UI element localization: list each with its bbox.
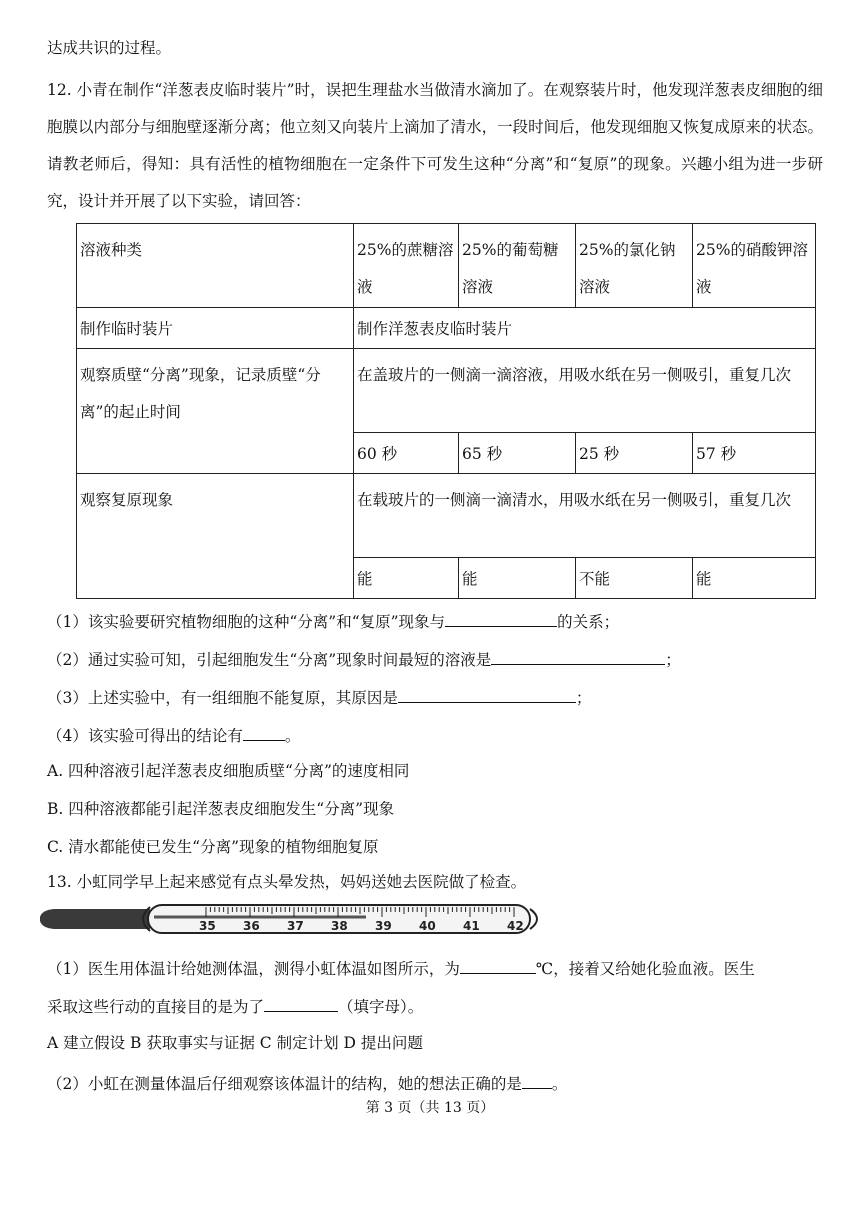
q13-sub1-mid: ℃，接着又给她化验血液。医生: [535, 960, 755, 978]
q12-sub2-tail: ；: [665, 651, 681, 669]
table-row: [77, 308, 816, 349]
q13-sub1-cont: 采取这些行动的直接目的是为了: [47, 998, 265, 1016]
time-cell: 25 秒: [576, 433, 693, 474]
q12-sub2: [47, 647, 681, 670]
carryover-line: 达成共识的过程。: [47, 39, 172, 57]
row-method-cell: 在载玻片的一侧滴一滴清水，用吸水纸在另一侧吸引，重复几次: [354, 474, 816, 558]
solution-cell: 25%的氯化钠溶液: [576, 224, 693, 308]
experiment-table: [76, 223, 816, 599]
time-cell: 65 秒: [459, 433, 576, 474]
scale-label: 40: [419, 919, 436, 933]
option-a: A. 四种溶液引起洋葱表皮细胞质壁“分离”的速度相同: [47, 762, 410, 780]
time-cell: 57 秒: [693, 433, 816, 474]
q13-sub1-text: （1）医生用体温计给她测体温，测得小虹体温如图所示，为: [47, 960, 460, 978]
q13-sub2-text: （2）小虹在测量体温后仔细观察该体温计的结构，她的想法正确的是: [47, 1075, 522, 1093]
q12-sub4-tail: 。: [284, 727, 301, 745]
recover-cell: 能: [459, 558, 576, 599]
answer-blank[interactable]: [445, 609, 557, 627]
answer-blank[interactable]: [264, 994, 338, 1012]
answer-blank[interactable]: [243, 723, 285, 741]
answer-blank[interactable]: [491, 647, 665, 665]
thermometer-image: [30, 895, 550, 947]
scale-label: 36: [243, 919, 260, 933]
scale-label: 35: [199, 919, 216, 933]
q13-sub1-tail: （填字母）。: [338, 998, 424, 1016]
recover-cell: 不能: [576, 558, 693, 599]
q13-sub2: [47, 1071, 567, 1094]
solution-cell: 25%的硝酸钾溶液: [693, 224, 816, 308]
q12-sub4: [47, 723, 300, 746]
time-cell: 60 秒: [354, 433, 459, 474]
scale-label: 39: [375, 919, 392, 933]
q12-sub2-text: （2）通过实验可知，引起细胞发生“分离”现象时间最短的溶液是: [47, 651, 492, 669]
answer-blank[interactable]: [522, 1071, 552, 1089]
scale-label: 41: [463, 919, 480, 933]
page-footer: 第 3 页（共 13 页）: [365, 1100, 495, 1116]
thermometer-bulb: [40, 909, 150, 929]
recover-cell: 能: [693, 558, 816, 599]
row-label-cell: 制作临时装片: [77, 308, 354, 349]
q13-options: A 建立假设 B 获取事实与证据 C 制定计划 D 提出问题: [47, 1034, 423, 1052]
q12-sub1: [47, 609, 619, 632]
option-c: C. 清水都能使已发生“分离”现象的植物细胞复原: [47, 838, 379, 856]
solution-cell: 25%的葡萄糖溶液: [459, 224, 576, 308]
row-value-cell: 制作洋葱表皮临时装片: [354, 308, 816, 349]
header-label-cell: 溶液种类: [77, 224, 354, 308]
solution-cell: 25%的蔗糖溶液: [354, 224, 459, 308]
q12-sub1-tail: 的关系；: [557, 613, 620, 631]
option-b: B. 四种溶液都能引起洋葱表皮细胞发生“分离”现象: [47, 800, 395, 818]
q12-sub4-text: （4）该实验可得出的结论有: [47, 727, 243, 745]
answer-blank[interactable]: [398, 685, 576, 703]
question-13-intro: 13. 小虹同学早上起来感觉有点头晕发热，妈妈送她去医院做了检查。: [47, 873, 527, 891]
answer-blank[interactable]: [460, 956, 536, 974]
q12-sub3-text: （3）上述实验中，有一组细胞不能复原，其原因是: [47, 689, 398, 707]
question-12-intro: 12. 小青在制作“洋葱表皮临时装片”时，误把生理盐水当做清水滴加了。在观察装片时，他发现洋葱表皮细胞的细胞膜以内部分与细胞壁逐渐分离；他立刻又向装片上滴加了清水，一段时间后，他发现细胞又恢复成原来的状态。请教老师后，得知：具有活性的植物细胞在一定条件下可发生这种“分离”和“复原”的现象。兴趣小组为进一步研究，设计并开展了以下实验，请回答：: [47, 81, 823, 210]
scale-label: 37: [287, 919, 304, 933]
table-row: [77, 474, 816, 558]
scale-label: 42: [507, 919, 524, 933]
scale-label: 38: [331, 919, 348, 933]
row-label-cell: 观察复原现象: [77, 474, 354, 599]
q12-sub3: [47, 685, 591, 708]
q12-sub1-text: （1）该实验要研究植物细胞的这种“分离”和“复原”现象与: [47, 613, 446, 631]
row-method-cell: 在盖玻片的一侧滴一滴溶液，用吸水纸在另一侧吸引，重复几次: [354, 349, 816, 433]
table-row: [77, 224, 816, 308]
row-label-cell: 观察质壁“分离”现象，记录质壁“分离”的起止时间: [77, 349, 354, 474]
table-row: [77, 349, 816, 433]
q13-sub1-line2: [47, 994, 423, 1017]
q13-sub1-line1: [47, 956, 755, 979]
recover-cell: 能: [354, 558, 459, 599]
q13-sub2-tail: 。: [551, 1075, 568, 1093]
q12-sub3-tail: ；: [575, 689, 592, 707]
